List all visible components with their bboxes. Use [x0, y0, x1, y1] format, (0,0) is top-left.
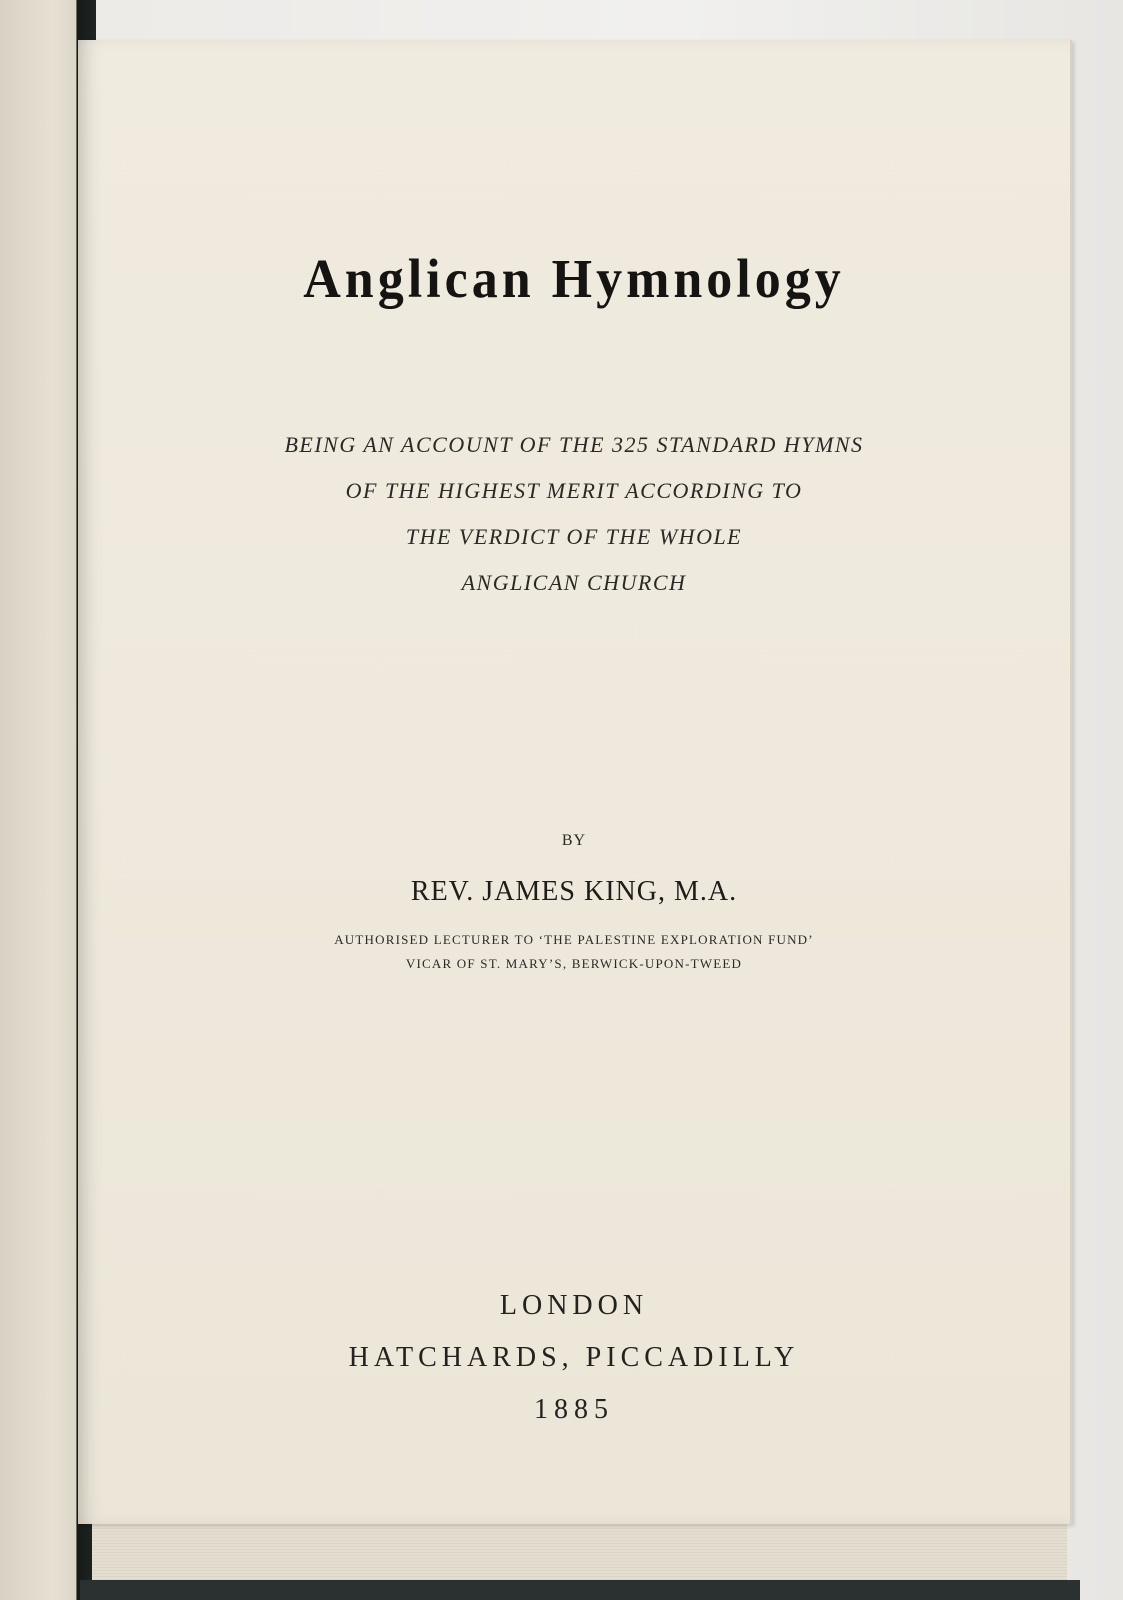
- author-name: REV. JAMES KING, M.A.: [410, 876, 738, 907]
- author-credentials: [49, 928, 1099, 976]
- credential-line: VICAR OF ST. MARY’S, BERWICK-UPON-TWEED: [405, 956, 743, 971]
- title-page: [78, 40, 1072, 1524]
- imprint-publisher: HATCHARDS, PICCADILLY: [348, 1342, 800, 1373]
- subtitle-line: BEING AN ACCOUNT OF THE 325 STANDARD HYMNS: [284, 432, 864, 457]
- credential-line: AUTHORISED LECTURER TO ‘THE PALESTINE EXPLORATION FUND’: [334, 932, 814, 947]
- book-subtitle: [49, 422, 1099, 606]
- subtitle-line: THE VERDICT OF THE WHOLE: [405, 524, 743, 549]
- subtitle-line: OF THE HIGHEST MERIT ACCORDING TO: [345, 478, 803, 503]
- book-title: Anglican Hymnology: [303, 249, 845, 310]
- subtitle-line: ANGLICAN CHURCH: [461, 570, 687, 595]
- book-bottom-board: [80, 1580, 1080, 1600]
- imprint: [49, 1280, 1099, 1436]
- imprint-place: LONDON: [499, 1290, 649, 1321]
- imprint-year: 1885: [534, 1394, 614, 1425]
- by-line: BY: [561, 832, 587, 849]
